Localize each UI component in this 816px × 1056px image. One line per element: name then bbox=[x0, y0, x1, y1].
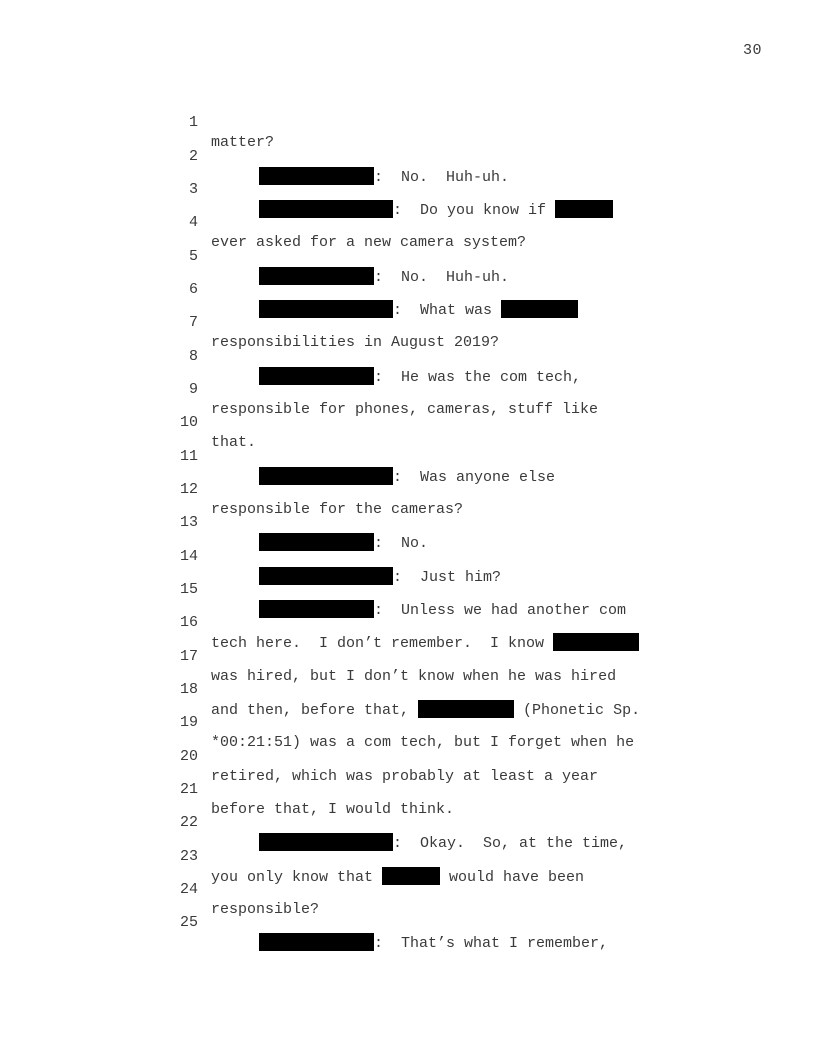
transcript-line bbox=[0, 760, 816, 818]
line-text: retired, which was probably at least a year bbox=[211, 768, 599, 785]
line-number: 5 bbox=[188, 248, 198, 265]
transcript-line bbox=[0, 693, 816, 751]
line-number: 22 bbox=[179, 814, 198, 831]
line-number: 1 bbox=[188, 114, 198, 131]
transcript-line bbox=[0, 460, 816, 518]
transcript-line bbox=[0, 860, 816, 918]
transcript-line bbox=[0, 827, 816, 886]
line-text: : Unless we had another com bbox=[374, 602, 627, 619]
line-number: 9 bbox=[188, 381, 198, 398]
line-number: 2 bbox=[188, 148, 198, 165]
line-text: : No. Huh-uh. bbox=[374, 169, 510, 186]
transcript-line bbox=[0, 627, 816, 685]
transcript-line bbox=[0, 227, 816, 286]
line-number: 16 bbox=[179, 614, 198, 631]
line-text: : Do you know if bbox=[393, 202, 556, 219]
transcript-line bbox=[0, 93, 816, 151]
line-text: : No. Huh-uh. bbox=[374, 269, 510, 286]
line-number: 18 bbox=[179, 681, 198, 698]
transcript-line bbox=[0, 793, 816, 852]
line-number: 3 bbox=[188, 181, 198, 198]
line-number: 13 bbox=[179, 514, 198, 531]
line-text: responsible for the cameras? bbox=[211, 501, 464, 518]
line-number: 8 bbox=[188, 348, 198, 365]
line-text: ever asked for a new camera system? bbox=[211, 234, 527, 251]
line-number: 6 bbox=[188, 281, 198, 298]
line-text: responsible? bbox=[211, 901, 320, 918]
line-number: 20 bbox=[179, 748, 198, 765]
line-text: responsible for phones, cameras, stuff like bbox=[211, 401, 599, 418]
line-number: 23 bbox=[179, 848, 198, 865]
line-text: responsibilities in August 2019? bbox=[211, 334, 500, 351]
line-text: before that, I would think. bbox=[211, 801, 455, 818]
line-number: 25 bbox=[179, 914, 198, 931]
line-number: 17 bbox=[179, 648, 198, 665]
transcript-line bbox=[0, 527, 816, 586]
line-text: : No. bbox=[374, 535, 429, 552]
line-number: 12 bbox=[179, 481, 198, 498]
line-number: 11 bbox=[179, 448, 198, 465]
line-number: 7 bbox=[188, 314, 198, 331]
transcript-line bbox=[0, 560, 816, 619]
line-text: : Just him? bbox=[393, 569, 502, 586]
line-text: tech here. I don’t remember. I know bbox=[211, 635, 554, 652]
line-text: : Was anyone else bbox=[393, 469, 556, 486]
transcript-line bbox=[0, 493, 816, 552]
line-text: : What was bbox=[393, 302, 502, 319]
line-number: 21 bbox=[179, 781, 198, 798]
line-text: matter? bbox=[211, 134, 275, 151]
transcript-line bbox=[0, 327, 816, 386]
line-text: and then, before that, bbox=[211, 702, 419, 719]
line-text: : Okay. So, at the time, bbox=[393, 835, 628, 852]
line-text: *00:21:51) was a com tech, but I forget when he bbox=[211, 734, 635, 751]
transcript-line bbox=[0, 427, 816, 486]
line-number: 4 bbox=[188, 214, 198, 231]
line-number: 19 bbox=[179, 714, 198, 731]
transcript-line bbox=[0, 193, 816, 251]
line-number: 14 bbox=[179, 548, 198, 565]
transcript-line bbox=[0, 260, 816, 319]
transcript-line bbox=[0, 293, 816, 351]
line-text: that. bbox=[211, 434, 257, 451]
transcript-line bbox=[0, 593, 816, 652]
line-number: 10 bbox=[179, 414, 198, 431]
transcript-line bbox=[0, 360, 816, 418]
speaker-redaction bbox=[259, 933, 374, 951]
page-number: 30 bbox=[742, 42, 762, 59]
transcript-line bbox=[0, 127, 816, 186]
transcript-line bbox=[0, 160, 816, 219]
transcript-line bbox=[0, 893, 816, 952]
line-number: 15 bbox=[179, 581, 198, 598]
transcript-line bbox=[0, 393, 816, 451]
line-text: would have been bbox=[440, 869, 585, 886]
transcript-line bbox=[0, 660, 816, 719]
line-number: 24 bbox=[179, 881, 198, 898]
line-text: (Phonetic Sp. bbox=[514, 702, 641, 719]
line-text: : He was the com tech, bbox=[374, 369, 582, 386]
transcript-line bbox=[0, 727, 816, 785]
line-text: : That’s what I remember, bbox=[374, 935, 609, 952]
line-text: you only know that bbox=[211, 869, 383, 886]
line-text: was hired, but I don’t know when he was hired bbox=[211, 668, 617, 685]
